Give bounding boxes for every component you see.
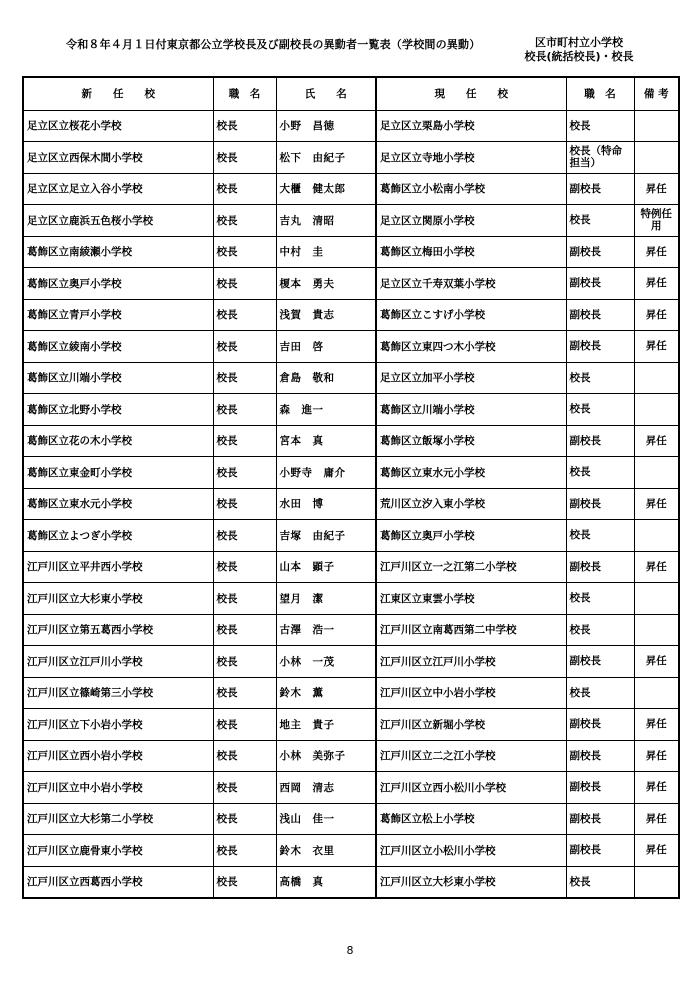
remarks-cell bbox=[634, 142, 679, 174]
table-row bbox=[23, 772, 679, 804]
new-position-cell: 校長 bbox=[213, 520, 276, 552]
new-position-cell: 校長 bbox=[213, 551, 276, 583]
name-cell: 宮本 真 bbox=[276, 425, 376, 457]
name-cell: 望月 潔 bbox=[276, 583, 376, 615]
current-position-cell: 副校長 bbox=[566, 803, 634, 835]
current-position-cell: 副校長 bbox=[566, 835, 634, 867]
new-position-cell: 校長 bbox=[213, 740, 276, 772]
remarks-cell: 昇任 bbox=[634, 425, 679, 457]
current-school-cell: 江戸川区立新堀小学校 bbox=[376, 709, 566, 741]
current-school-cell: 足立区立栗島小学校 bbox=[376, 110, 566, 142]
table-row bbox=[23, 236, 679, 268]
name-cell: 西岡 清志 bbox=[276, 772, 376, 804]
name-cell: 浅山 佳一 bbox=[276, 803, 376, 835]
remarks-cell: 昇任 bbox=[634, 488, 679, 520]
new-school-cell: 葛飾区立花の木小学校 bbox=[23, 425, 213, 457]
new-position-cell: 校長 bbox=[213, 205, 276, 237]
new-position-cell: 校長 bbox=[213, 583, 276, 615]
new-school-cell: 江戸川区立西小岩小学校 bbox=[23, 740, 213, 772]
transfer-table bbox=[22, 76, 680, 899]
current-school-cell: 葛飾区立東四つ木小学校 bbox=[376, 331, 566, 363]
current-school-cell: 江戸川区立小松川小学校 bbox=[376, 835, 566, 867]
new-school-cell: 葛飾区立東金町小学校 bbox=[23, 457, 213, 489]
new-school-cell: 足立区立鹿浜五色桜小学校 bbox=[23, 205, 213, 237]
name-cell: 鈴木 衣里 bbox=[276, 835, 376, 867]
current-position-cell: 副校長 bbox=[566, 488, 634, 520]
name-cell: 中村 圭 bbox=[276, 236, 376, 268]
new-position-cell: 校長 bbox=[213, 173, 276, 205]
table-row bbox=[23, 394, 679, 426]
new-school-cell: 足立区立足立入谷小学校 bbox=[23, 173, 213, 205]
name-cell: 地主 貴子 bbox=[276, 709, 376, 741]
current-position-cell: 副校長 bbox=[566, 236, 634, 268]
table-row bbox=[23, 740, 679, 772]
current-school-cell: 葛飾区立こすげ小学校 bbox=[376, 299, 566, 331]
category-label bbox=[514, 36, 644, 64]
new-position-cell: 校長 bbox=[213, 110, 276, 142]
current-position-cell: 校長（特命担当） bbox=[566, 142, 634, 174]
remarks-cell: 昇任 bbox=[634, 803, 679, 835]
remarks-cell bbox=[634, 866, 679, 898]
new-school-cell: 葛飾区立東水元小学校 bbox=[23, 488, 213, 520]
table-header-row bbox=[23, 77, 679, 110]
current-school-cell: 葛飾区立梅田小学校 bbox=[376, 236, 566, 268]
table-row bbox=[23, 520, 679, 552]
current-position-cell: 副校長 bbox=[566, 551, 634, 583]
new-position-cell: 校長 bbox=[213, 803, 276, 835]
new-position-cell: 校長 bbox=[213, 142, 276, 174]
category-line-2: 校長(統括校長)・校長 bbox=[524, 50, 634, 63]
new-position-cell: 校長 bbox=[213, 646, 276, 678]
current-position-cell: 校長 bbox=[566, 394, 634, 426]
current-school-cell: 足立区立千寿双葉小学校 bbox=[376, 268, 566, 300]
header-current-school: 現 任 校 bbox=[376, 77, 566, 110]
new-school-cell: 江戸川区立篠崎第三小学校 bbox=[23, 677, 213, 709]
current-position-cell: 校長 bbox=[566, 362, 634, 394]
remarks-cell bbox=[634, 362, 679, 394]
new-school-cell: 江戸川区立西葛西小学校 bbox=[23, 866, 213, 898]
document-title: 令和８年４月１日付東京都公立学校長及び副校長の異動者一覧表（学校間の異動） bbox=[66, 38, 481, 51]
current-school-cell: 葛飾区立飯塚小学校 bbox=[376, 425, 566, 457]
name-cell: 吉田 啓 bbox=[276, 331, 376, 363]
table-row bbox=[23, 299, 679, 331]
new-position-cell: 校長 bbox=[213, 835, 276, 867]
new-school-cell: 足立区立西保木間小学校 bbox=[23, 142, 213, 174]
current-position-cell: 副校長 bbox=[566, 646, 634, 678]
table-row bbox=[23, 835, 679, 867]
remarks-cell: 昇任 bbox=[634, 236, 679, 268]
new-school-cell: 江戸川区立大杉東小学校 bbox=[23, 583, 213, 615]
current-position-cell: 校長 bbox=[566, 614, 634, 646]
current-school-cell: 葛飾区立松上小学校 bbox=[376, 803, 566, 835]
remarks-cell: 昇任 bbox=[634, 835, 679, 867]
new-position-cell: 校長 bbox=[213, 236, 276, 268]
table-row bbox=[23, 331, 679, 363]
header-current-position: 職 名 bbox=[566, 77, 634, 110]
new-position-cell: 校長 bbox=[213, 488, 276, 520]
name-cell: 小野 昌徳 bbox=[276, 110, 376, 142]
table-row bbox=[23, 425, 679, 457]
new-school-cell: 葛飾区立よつぎ小学校 bbox=[23, 520, 213, 552]
current-school-cell: 足立区立加平小学校 bbox=[376, 362, 566, 394]
remarks-cell: 昇任 bbox=[634, 772, 679, 804]
name-cell: 森 進一 bbox=[276, 394, 376, 426]
category-line-1: 区市町村立小学校 bbox=[535, 36, 623, 49]
remarks-cell bbox=[634, 520, 679, 552]
remarks-cell: 昇任 bbox=[634, 268, 679, 300]
header-new-school: 新 任 校 bbox=[23, 77, 213, 110]
current-position-cell: 副校長 bbox=[566, 331, 634, 363]
current-school-cell: 江東区立東雲小学校 bbox=[376, 583, 566, 615]
new-school-cell: 葛飾区立南綾瀬小学校 bbox=[23, 236, 213, 268]
name-cell: 古澤 浩一 bbox=[276, 614, 376, 646]
name-cell: 大櫃 健太郎 bbox=[276, 173, 376, 205]
name-cell: 吉塚 由紀子 bbox=[276, 520, 376, 552]
table-row bbox=[23, 457, 679, 489]
new-school-cell: 葛飾区立綾南小学校 bbox=[23, 331, 213, 363]
remarks-cell bbox=[634, 394, 679, 426]
current-school-cell: 足立区立寺地小学校 bbox=[376, 142, 566, 174]
current-position-cell: 副校長 bbox=[566, 268, 634, 300]
new-position-cell: 校長 bbox=[213, 299, 276, 331]
current-school-cell: 江戸川区立西小松川小学校 bbox=[376, 772, 566, 804]
table-row bbox=[23, 803, 679, 835]
remarks-cell bbox=[634, 614, 679, 646]
table-row bbox=[23, 677, 679, 709]
new-position-cell: 校長 bbox=[213, 331, 276, 363]
current-school-cell: 江戸川区立中小岩小学校 bbox=[376, 677, 566, 709]
current-school-cell: 江戸川区立大杉東小学校 bbox=[376, 866, 566, 898]
current-position-cell: 副校長 bbox=[566, 299, 634, 331]
remarks-cell bbox=[634, 110, 679, 142]
new-position-cell: 校長 bbox=[213, 457, 276, 489]
new-school-cell: 足立区立桜花小学校 bbox=[23, 110, 213, 142]
new-school-cell: 江戸川区立平井西小学校 bbox=[23, 551, 213, 583]
header-remarks: 備 考 bbox=[634, 77, 679, 110]
current-position-cell: 副校長 bbox=[566, 740, 634, 772]
table-body bbox=[23, 110, 679, 898]
remarks-cell: 昇任 bbox=[634, 740, 679, 772]
table-row bbox=[23, 646, 679, 678]
table-row bbox=[23, 173, 679, 205]
remarks-cell bbox=[634, 457, 679, 489]
name-cell: 小野寺 庸介 bbox=[276, 457, 376, 489]
new-school-cell: 葛飾区立川端小学校 bbox=[23, 362, 213, 394]
header-name: 氏 名 bbox=[276, 77, 376, 110]
new-school-cell: 江戸川区立第五葛西小学校 bbox=[23, 614, 213, 646]
current-position-cell: 副校長 bbox=[566, 425, 634, 457]
remarks-cell: 昇任 bbox=[634, 551, 679, 583]
new-position-cell: 校長 bbox=[213, 614, 276, 646]
name-cell: 山本 顕子 bbox=[276, 551, 376, 583]
new-school-cell: 江戸川区立鹿骨東小学校 bbox=[23, 835, 213, 867]
table-row bbox=[23, 583, 679, 615]
current-school-cell: 江戸川区立二之江小学校 bbox=[376, 740, 566, 772]
new-school-cell: 江戸川区立大杉第二小学校 bbox=[23, 803, 213, 835]
table-row bbox=[23, 362, 679, 394]
current-position-cell: 校長 bbox=[566, 866, 634, 898]
remarks-cell: 昇任 bbox=[634, 173, 679, 205]
header-new-position: 職 名 bbox=[213, 77, 276, 110]
current-position-cell: 校長 bbox=[566, 205, 634, 237]
new-position-cell: 校長 bbox=[213, 866, 276, 898]
name-cell: 浅賀 貴志 bbox=[276, 299, 376, 331]
table-row bbox=[23, 614, 679, 646]
new-school-cell: 江戸川区立江戸川小学校 bbox=[23, 646, 213, 678]
current-school-cell: 足立区立関原小学校 bbox=[376, 205, 566, 237]
new-school-cell: 葛飾区立青戸小学校 bbox=[23, 299, 213, 331]
remarks-cell bbox=[634, 583, 679, 615]
remarks-cell: 昇任 bbox=[634, 299, 679, 331]
current-position-cell: 校長 bbox=[566, 457, 634, 489]
table-row bbox=[23, 488, 679, 520]
name-cell: 吉丸 清昭 bbox=[276, 205, 376, 237]
remarks-cell bbox=[634, 677, 679, 709]
name-cell: 鈴木 薫 bbox=[276, 677, 376, 709]
new-position-cell: 校長 bbox=[213, 677, 276, 709]
new-position-cell: 校長 bbox=[213, 772, 276, 804]
name-cell: 榎本 勇夫 bbox=[276, 268, 376, 300]
new-school-cell: 葛飾区立北野小学校 bbox=[23, 394, 213, 426]
remarks-cell: 昇任 bbox=[634, 646, 679, 678]
new-position-cell: 校長 bbox=[213, 425, 276, 457]
new-position-cell: 校長 bbox=[213, 362, 276, 394]
name-cell: 小林 一茂 bbox=[276, 646, 376, 678]
table-row bbox=[23, 709, 679, 741]
new-school-cell: 江戸川区立中小岩小学校 bbox=[23, 772, 213, 804]
new-position-cell: 校長 bbox=[213, 268, 276, 300]
current-school-cell: 葛飾区立小松南小学校 bbox=[376, 173, 566, 205]
current-position-cell: 校長 bbox=[566, 520, 634, 552]
remarks-cell: 昇任 bbox=[634, 709, 679, 741]
table-row bbox=[23, 268, 679, 300]
table-row bbox=[23, 142, 679, 174]
new-position-cell: 校長 bbox=[213, 394, 276, 426]
table-row bbox=[23, 110, 679, 142]
current-school-cell: 葛飾区立東水元小学校 bbox=[376, 457, 566, 489]
current-school-cell: 江戸川区立南葛西第二中学校 bbox=[376, 614, 566, 646]
current-position-cell: 副校長 bbox=[566, 709, 634, 741]
current-position-cell: 校長 bbox=[566, 110, 634, 142]
current-position-cell: 副校長 bbox=[566, 772, 634, 804]
remarks-cell: 昇任 bbox=[634, 331, 679, 363]
table-row bbox=[23, 205, 679, 237]
current-position-cell: 副校長 bbox=[566, 173, 634, 205]
current-position-cell: 校長 bbox=[566, 677, 634, 709]
name-cell: 松下 由紀子 bbox=[276, 142, 376, 174]
remarks-cell: 特例任用 bbox=[634, 205, 679, 237]
current-position-cell: 校長 bbox=[566, 583, 634, 615]
table-row bbox=[23, 551, 679, 583]
new-school-cell: 葛飾区立奥戸小学校 bbox=[23, 268, 213, 300]
new-position-cell: 校長 bbox=[213, 709, 276, 741]
name-cell: 水田 博 bbox=[276, 488, 376, 520]
name-cell: 倉島 敬和 bbox=[276, 362, 376, 394]
current-school-cell: 葛飾区立川端小学校 bbox=[376, 394, 566, 426]
current-school-cell: 荒川区立汐入東小学校 bbox=[376, 488, 566, 520]
name-cell: 小林 美弥子 bbox=[276, 740, 376, 772]
new-school-cell: 江戸川区立下小岩小学校 bbox=[23, 709, 213, 741]
current-school-cell: 江戸川区立一之江第二小学校 bbox=[376, 551, 566, 583]
page-number: 8 bbox=[346, 944, 354, 957]
current-school-cell: 江戸川区立江戸川小学校 bbox=[376, 646, 566, 678]
name-cell: 高橋 真 bbox=[276, 866, 376, 898]
table-row bbox=[23, 866, 679, 898]
current-school-cell: 葛飾区立奥戸小学校 bbox=[376, 520, 566, 552]
